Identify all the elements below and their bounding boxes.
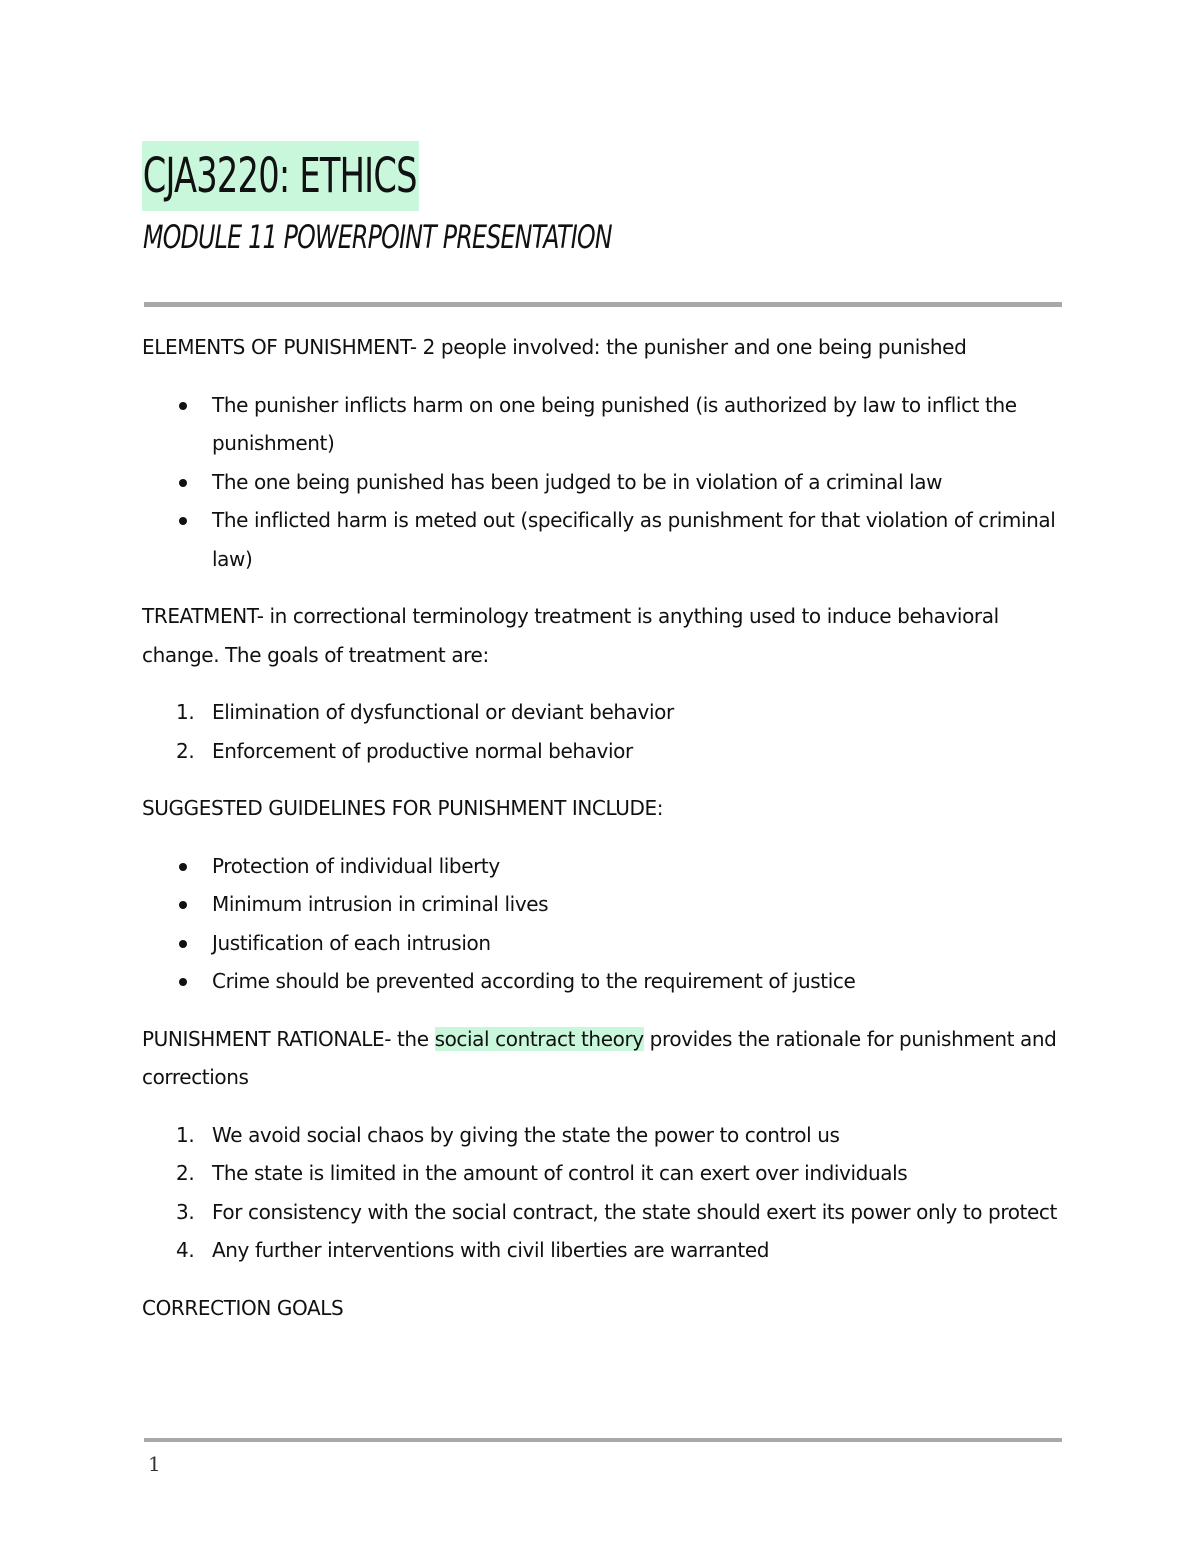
- list-item: [212, 463, 1062, 502]
- list-item: [176, 1154, 1062, 1193]
- list-item: [212, 386, 1062, 463]
- treatment-list: [142, 693, 1062, 770]
- list-item-text: For consistency with the social contract, the state should exert its power only to protect: [212, 1199, 1057, 1224]
- rationale-list: [142, 1116, 1062, 1270]
- header-divider: [144, 302, 1062, 307]
- list-number: 1.: [176, 1122, 195, 1147]
- list-item-text: Justification of each intrusion: [212, 930, 491, 955]
- list-item: [176, 1116, 1062, 1155]
- bullet-icon: [179, 517, 187, 525]
- highlighted-term: social contract theory: [434, 1026, 644, 1051]
- list-item: [212, 885, 1062, 924]
- list-item: [212, 962, 1062, 1001]
- elements-list: [142, 386, 1062, 579]
- bullet-icon: [179, 479, 187, 487]
- list-item-text: The inflicted harm is meted out (specifically as punishment for that violation of criminal law): [212, 508, 1056, 571]
- list-item-text: We avoid social chaos by giving the state the power to control us: [212, 1122, 840, 1147]
- list-item-text: Enforcement of productive normal behavior: [212, 738, 633, 763]
- list-number: 2.: [176, 738, 195, 763]
- list-item-text: Elimination of dysfunctional or deviant behavior: [212, 700, 674, 724]
- list-item-text: Any further interventions with civil liberties are warranted: [212, 1238, 770, 1262]
- list-item-text: Protection of individual liberty: [212, 853, 500, 878]
- list-item-text: Crime should be prevented according to the requirement of justice: [212, 969, 856, 993]
- list-item-text: The state is limited in the amount of control it can exert over individuals: [212, 1161, 908, 1185]
- list-number: 3.: [176, 1199, 195, 1224]
- rationale-heading: [142, 1020, 1062, 1097]
- list-number: 2.: [176, 1161, 195, 1185]
- list-item: [212, 501, 1062, 578]
- document-subtitle: MODULE 11 POWERPOINT PRESENTATION: [143, 218, 612, 256]
- list-number: 1.: [176, 700, 195, 724]
- list-item: [176, 693, 1062, 732]
- list-item: [212, 847, 1062, 886]
- elements-heading: ELEMENTS OF PUNISHMENT- 2 people involved: the punisher and one being punished: [142, 335, 967, 359]
- list-item-text: Minimum intrusion in criminal lives: [212, 892, 549, 916]
- guidelines-heading: SUGGESTED GUIDELINES FOR PUNISHMENT INCLUDE:: [142, 796, 664, 820]
- list-item-text: The one being punished has been judged to be in violation of a criminal law: [212, 469, 943, 494]
- list-item: [212, 924, 1062, 963]
- rationale-heading-pre: PUNISHMENT RATIONALE- the: [142, 1026, 435, 1051]
- bullet-icon: [179, 940, 187, 948]
- guidelines-list: [142, 847, 1062, 1001]
- list-item: [176, 1193, 1062, 1232]
- list-item: [176, 1231, 1062, 1270]
- treatment-heading: TREATMENT- in correctional terminology treatment is anything used to induce behavioral change. The goals of treatment are:: [142, 604, 999, 667]
- correction-heading: CORRECTION GOALS: [142, 1295, 344, 1320]
- document-title: CJA3220: ETHICS: [142, 141, 419, 211]
- bullet-icon: [179, 863, 187, 871]
- rationale-heading-post: provides the rationale for punishment and corrections: [142, 1026, 1057, 1089]
- page-number: 1: [148, 1452, 161, 1476]
- document-body: [142, 328, 1062, 1346]
- footer-divider: [144, 1438, 1062, 1442]
- list-item-text: The punisher inflicts harm on one being punished (is authorized by law to inflict the punishment): [212, 392, 1017, 455]
- list-item: [176, 732, 1062, 771]
- list-number: 4.: [176, 1238, 195, 1262]
- bullet-icon: [179, 402, 187, 410]
- bullet-icon: [179, 978, 187, 986]
- bullet-icon: [179, 901, 187, 909]
